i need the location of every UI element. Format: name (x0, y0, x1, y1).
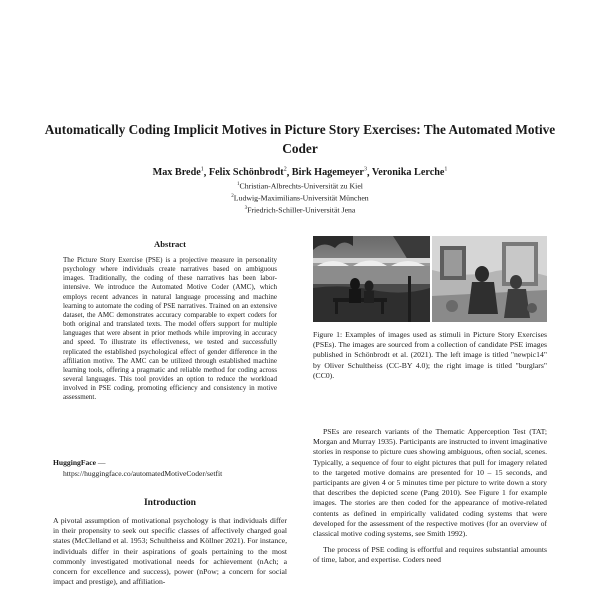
author (292, 167, 367, 178)
affiliation-name: Ludwig-Maximilians-Universität München (233, 193, 369, 203)
introduction-heading: Introduction (143, 497, 197, 508)
author-affil-mark: 3 (363, 167, 367, 173)
affiliation (150, 180, 450, 192)
huggingface-dash: — (96, 458, 106, 467)
author (209, 167, 287, 178)
paragraph: PSEs are research variants of the Thematic Apperception Test (TAT; Morgan and Murray 1935). Participants are instructed to invent imaginative stories in response to picture cues showing ambiguous, often social, scenes. Typically, a sequence of four to eight pictures that pull for imagery related to the targeted motive domains are presented for 10 – 15 seconds, and participants are given 4 or 5 minutes time per picture to write down a story that describes the depicted scene (Pang 2010). See Figure 1 for example images. The stories are then coded for the appearance of motive-related contents as defined in empirically validated coding systems that were developed for the assessment of the respective motives (for an overview of classical motive coding systems, see Smith 1992). (313, 427, 547, 539)
figure-caption: Figure 1: Examples of images used as stimuli in Picture Story Exercises (PSEs). The images are sourced from a collection of candidate PSE images published in Schönbrodt et al. (2021). The left image is titled "newpic14" by Oliver Schultheiss (CC-BY 4.0); the right image is titled "burglars" (CC0). (313, 330, 547, 380)
affiliation (150, 204, 450, 216)
author-name: Birk Hagemeyer (291, 167, 364, 179)
author-separator: , (366, 167, 372, 179)
author-separator: , (286, 167, 292, 179)
huggingface-label: HuggingFace (53, 458, 97, 467)
affiliation-mark: 2 (231, 194, 234, 199)
author-affil-mark: 1 (444, 167, 448, 173)
burglars-photo (432, 236, 547, 322)
author-list (40, 163, 560, 180)
abstract-text: The Picture Story Exercise (PSE) is a projective measure in personality psychology where individuals create narratives based on ambiguous images. Traditionally, the coding of these narratives has been labor-intensive. We introduce the Automated Motive Coder (AMC), which employs recent advances in natural language processing and machine learning to automate the coding of PSE narratives. Trained on an extensive dataset, the AMC demonstrates accuracy comparable to expert coders for both original and translated texts. The model offers support for multiple languages that were absent in prior methods while improving in accuracy and speed. To illustrate its effectiveness, we tested and successfully replicated the established psychological effect of gender difference in the affiliation motive. The AMC can be utilized through established machine learning tools, offering a pragmatic and reliable method for coding across several languages. This tool provides an option to reduce the workload involved in PSE coding, promoting efficiency and consistency in motive assessment. (63, 256, 277, 402)
huggingface-url[interactable]: https://huggingface.co/automatedMotiveCoder/setfit (63, 468, 223, 478)
figure-1 (313, 236, 547, 322)
affiliation-name: Christian-Albrechts-Universität zu Kiel (239, 181, 363, 191)
author-affil-mark: 1 (200, 167, 204, 173)
huggingface-link-block (53, 458, 293, 479)
abstract-heading: Abstract (154, 239, 186, 249)
affiliation (150, 192, 450, 204)
author-separator: , (203, 167, 209, 179)
author-affil-mark: 2 (283, 167, 287, 173)
author-name: Max Brede (152, 167, 201, 179)
author (372, 167, 448, 178)
bridge-couple-photo (313, 236, 430, 322)
affiliation-list (150, 180, 450, 216)
affiliation-mark: 1 (237, 182, 240, 187)
paragraph: The process of PSE coding is effortful and requires substantial amounts of time, labor, and expertise. Coders need (313, 545, 547, 565)
author-name: Felix Schönbrodt (208, 167, 284, 179)
author (153, 167, 204, 178)
paper-title: Automatically Coding Implicit Motives in Picture Story Exercises: The Automated Motive Coder (44, 122, 556, 156)
column-2-text (313, 427, 547, 566)
author-name: Veronika Lerche (371, 167, 445, 179)
affiliation-name: Friedrich-Schiller-Universität Jena (247, 205, 356, 215)
affiliation-mark: 3 (244, 206, 248, 211)
introduction-text: A pivotal assumption of motivational psychology is that individuals differ in their propensity to seek out specific classes of affectively charged goal states (McClelland et al. 1953; Schultheiss and Köllner 2021). For instance, individuals differ in their aspirations of goals pertaining to the most commonly investigated motivational needs for achievement (nAch; a concern for excellence and success), power (nPow; a concern for social impact and prestige), and affiliation- (53, 516, 287, 587)
